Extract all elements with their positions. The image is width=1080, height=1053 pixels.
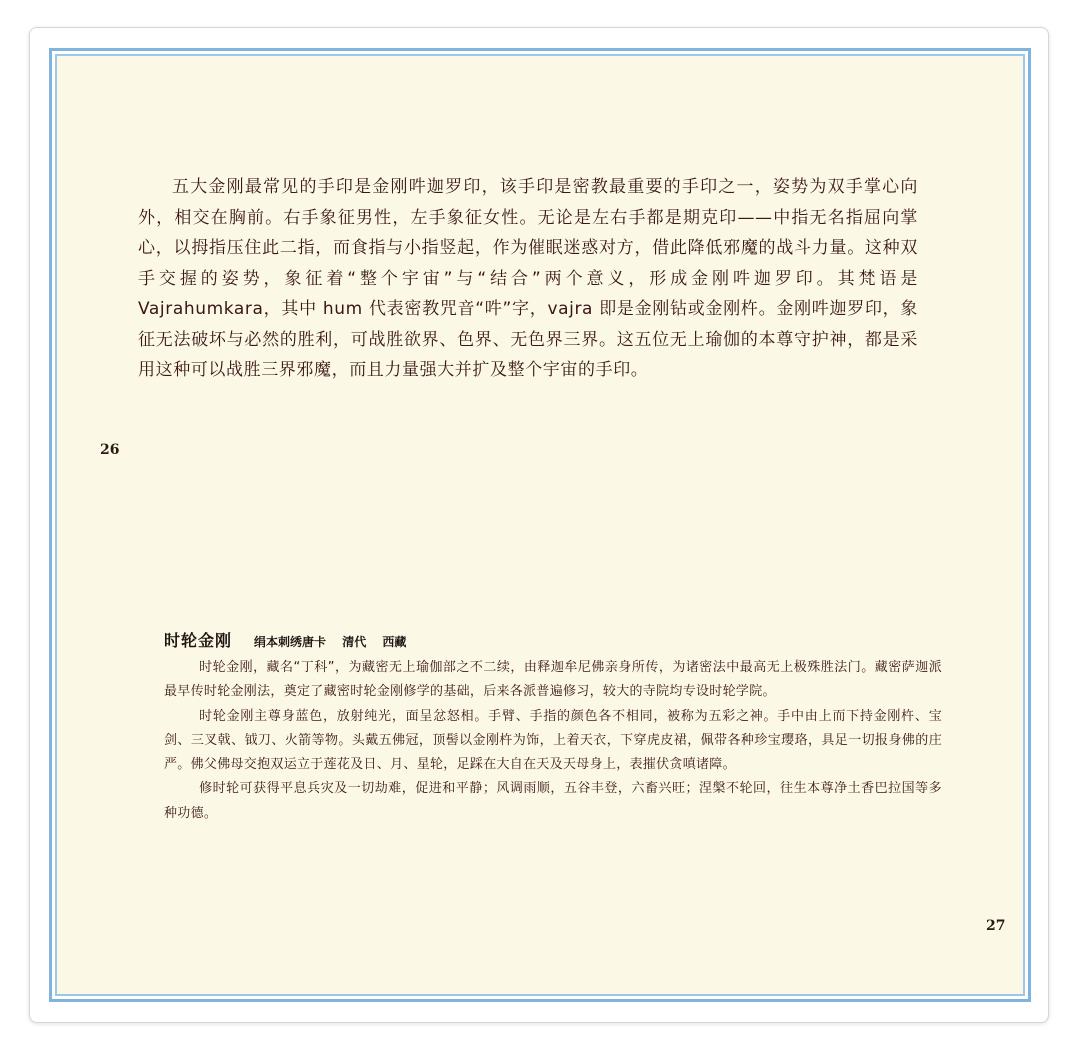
caption-body [164, 656, 942, 826]
page-number-left: 26 [100, 442, 120, 458]
caption-meta: 绢本刺绣唐卡 清代 西藏 [254, 635, 407, 649]
page-number-right: 27 [986, 918, 1006, 934]
caption-title: 时轮金刚 [164, 631, 233, 650]
caption-heading [164, 628, 406, 651]
caption-paragraph-2: 时轮金刚主尊身蓝色，放射纯光，面呈忿怒相。手臂、手指的颜色各不相同，被称为五彩之神。手中由上而下持金刚杵、宝剑、三叉戟、钺刀、火箭等物。头戴五佛冠，顶髻以金刚杵为饰，上着天衣，下穿虎皮裙，佩带各种珍宝璎珞，具足一切报身佛的庄严。佛父佛母交抱双运立于莲花及日、月、星轮，足踩在大自在天及天母身上，表摧伏贪嗔诸障。 [164, 708, 942, 773]
main-paragraph: 五大金刚最常见的手印是金刚吽迦罗印，该手印是密教最重要的手印之一，姿势为双手掌心向外，相交在胸前。右手象征男性，左手象征女性。无论是左右手都是期克印——中指无名指屈向掌心，以拇指压住此二指，而食指与小指竖起，作为催眠迷惑对方，借此降低邪魔的战斗力量。这种双手交握的姿势，象征着“整个宇宙”与“结合”两个意义，形成金刚吽迦罗印。其梵语是 Vajrahumkara，其中 hum 代表密教咒音“吽”字，vajra 即是金刚钻或金刚杵。金刚吽迦罗印，象征无法破坏与必然的胜利，可战胜欲界、色界、无色界三界。这五位无上瑜伽的本尊守护神，都是采用这种可以战胜三界邪魔，而且力量强大并扩及整个宇宙的手印。 [138, 177, 918, 380]
caption-paragraph-1: 时轮金刚，藏名“丁科”，为藏密无上瑜伽部之不二续，由释迦牟尼佛亲身所传，为诸密法中最高无上极殊胜法门。藏密萨迦派最早传时轮金刚法，奠定了藏密时轮金刚修学的基础，后来各派普遍修习，较大的寺院均专设时轮学院。 [164, 660, 942, 700]
caption-paragraph-3: 修时轮可获得平息兵灾及一切劫难，促进和平静；风调雨顺，五谷丰登，六畜兴旺；涅槃不轮回，往生本尊净土香巴拉国等多种功德。 [164, 781, 942, 821]
